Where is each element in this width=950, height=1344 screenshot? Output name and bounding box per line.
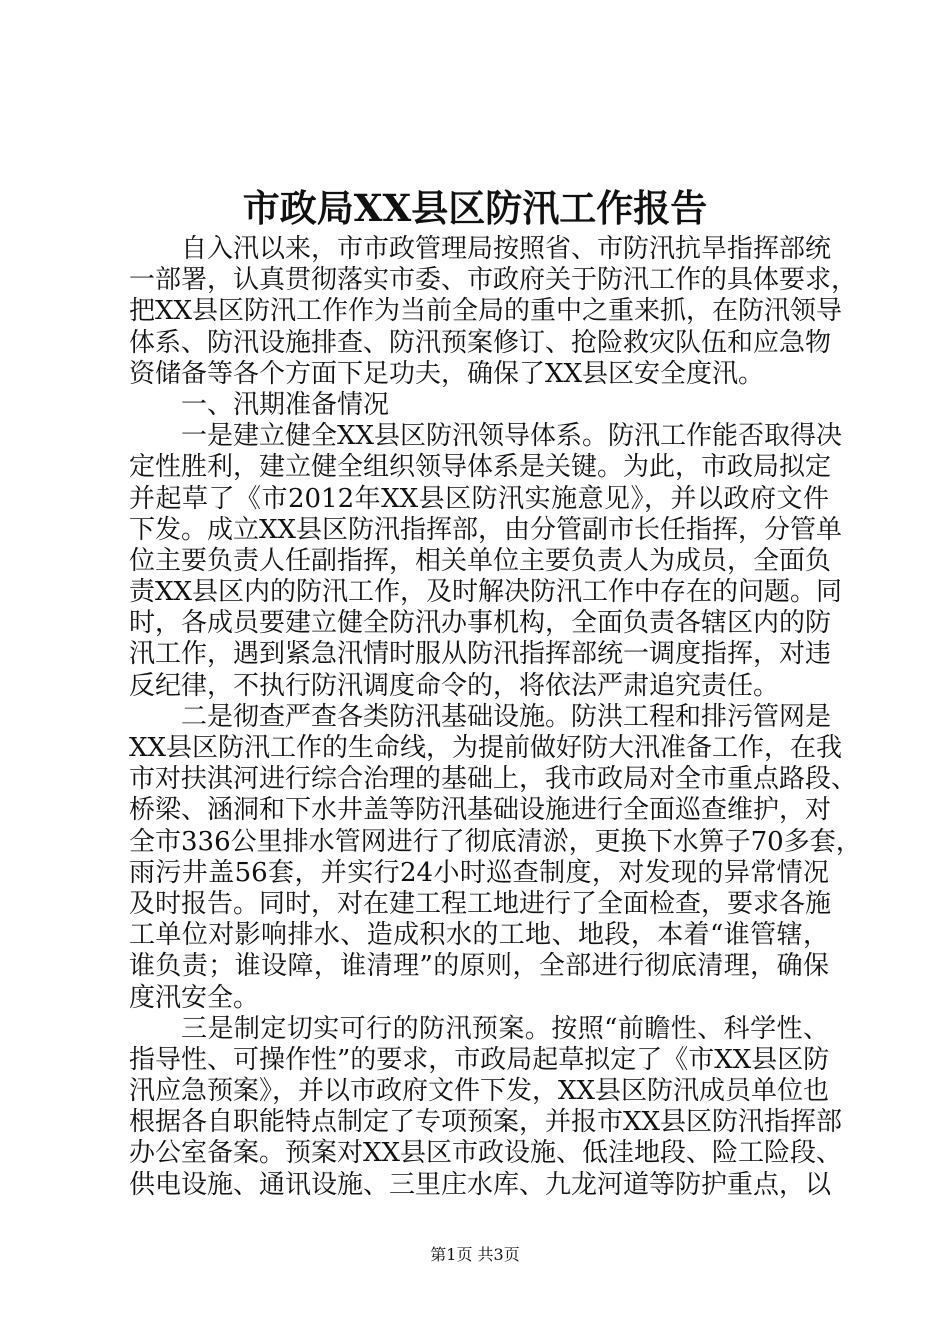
paragraph-line: 雨污井盖56套，并实行24小时巡查制度，对发现的异常情况 bbox=[129, 857, 829, 888]
paragraph-line: 市对扶淇河进行综合治理的基础上，我市政局对全市重点路段、 bbox=[129, 764, 858, 795]
paragraph-line: 位主要负责人任副指挥，相关单位主要负责人为成员，全面负 bbox=[129, 545, 832, 576]
paragraph-line: 二是彻查严查各类防汛基础设施。防洪工程和排污管网是 bbox=[181, 701, 832, 732]
document-title: 市政局XX县区防汛工作报告 bbox=[242, 186, 708, 230]
paragraph-line: 桥梁、涵洞和下水井盖等防汛基础设施进行全面巡查维护，对 bbox=[129, 795, 832, 826]
page-number-footer: 第1页 共3页 bbox=[430, 1245, 520, 1264]
paragraph-line: 办公室备案。预案对XX县区市政设施、低洼地段、险工险段、 bbox=[129, 1138, 843, 1169]
paragraph-line: 三是制定切实可行的防汛预案。按照“前瞻性、科学性、 bbox=[181, 1013, 829, 1044]
paragraph-line: 下发。成立XX县区防汛指挥部，由分管副市长任指挥，分管单 bbox=[129, 514, 843, 545]
paragraph-line: 时，各成员要建立健全防汛办事机构，全面负责各辖区内的防 bbox=[129, 608, 832, 639]
paragraph-line: 指导性、可操作性”的要求，市政局起草拟定了《市XX县区防 bbox=[129, 1044, 830, 1075]
paragraph-line: 谁负责；谁设障，谁清理”的原则，全部进行彻底清理，确保 bbox=[129, 951, 829, 982]
paragraph-line: 及时报告。同时，对在建工程工地进行了全面检查，要求各施 bbox=[129, 888, 832, 919]
paragraph-line: 汛工作，遇到紧急汛情时服从防汛指挥部统一调度指挥，对违 bbox=[129, 639, 832, 670]
document-body bbox=[129, 234, 862, 1201]
paragraph-line: 体系、防汛设施排查、防汛预案修订、抢险救灾队伍和应急物 bbox=[129, 327, 832, 358]
paragraph-line: 根据各自职能特点制定了专项预案，并报市XX县区防汛指挥部 bbox=[129, 1107, 843, 1138]
paragraph-line: 自入汛以来，市市政管理局按照省、市防汛抗旱指挥部统 bbox=[181, 234, 832, 264]
paragraph-line: 工单位对影响排水、造成积水的工地、地段，本着“谁管辖， bbox=[129, 920, 829, 951]
paragraph-line: 反纪律，不执行防汛调度命令的，将依法严肃追究责任。 bbox=[129, 670, 780, 701]
section-heading: 一、汛期准备情况 bbox=[181, 389, 390, 420]
paragraph-line: 资储备等各个方面下足功夫，确保了XX县区安全度汛。 bbox=[129, 358, 765, 389]
paragraph-line: 全市336公里排水管网进行了彻底清淤，更换下水箅子70多套， bbox=[129, 826, 862, 857]
paragraph-line: 并起草了《市2012年XX县区防汛实施意见》，并以政府文件 bbox=[129, 483, 829, 514]
paragraph-line: 责XX县区内的防汛工作，及时解决防汛工作中存在的问题。同 bbox=[129, 577, 843, 608]
paragraph-line: 一部署，认真贯彻落实市委、市政府关于防汛工作的具体要求， bbox=[129, 265, 858, 296]
paragraph-line: XX县区防汛工作的生命线，为提前做好防大汛准备工作，在我 bbox=[129, 733, 843, 763]
paragraph-line: 供电设施、通讯设施、三里庄水库、九龙河道等防护重点，以 bbox=[129, 1169, 832, 1200]
paragraph-line: 一是建立健全XX县区防汛领导体系。防汛工作能否取得决 bbox=[181, 421, 843, 452]
paragraph-line: 定性胜利，建立健全组织领导体系是关键。为此，市政局拟定 bbox=[129, 452, 832, 483]
paragraph-line: 把XX县区防汛工作作为当前全局的重中之重来抓，在防汛领导 bbox=[129, 296, 843, 327]
paragraph-line: 汛应急预案》，并以市政府文件下发，XX县区防汛成员单位也 bbox=[129, 1076, 830, 1107]
paragraph-line: 度汛安全。 bbox=[129, 982, 260, 1013]
